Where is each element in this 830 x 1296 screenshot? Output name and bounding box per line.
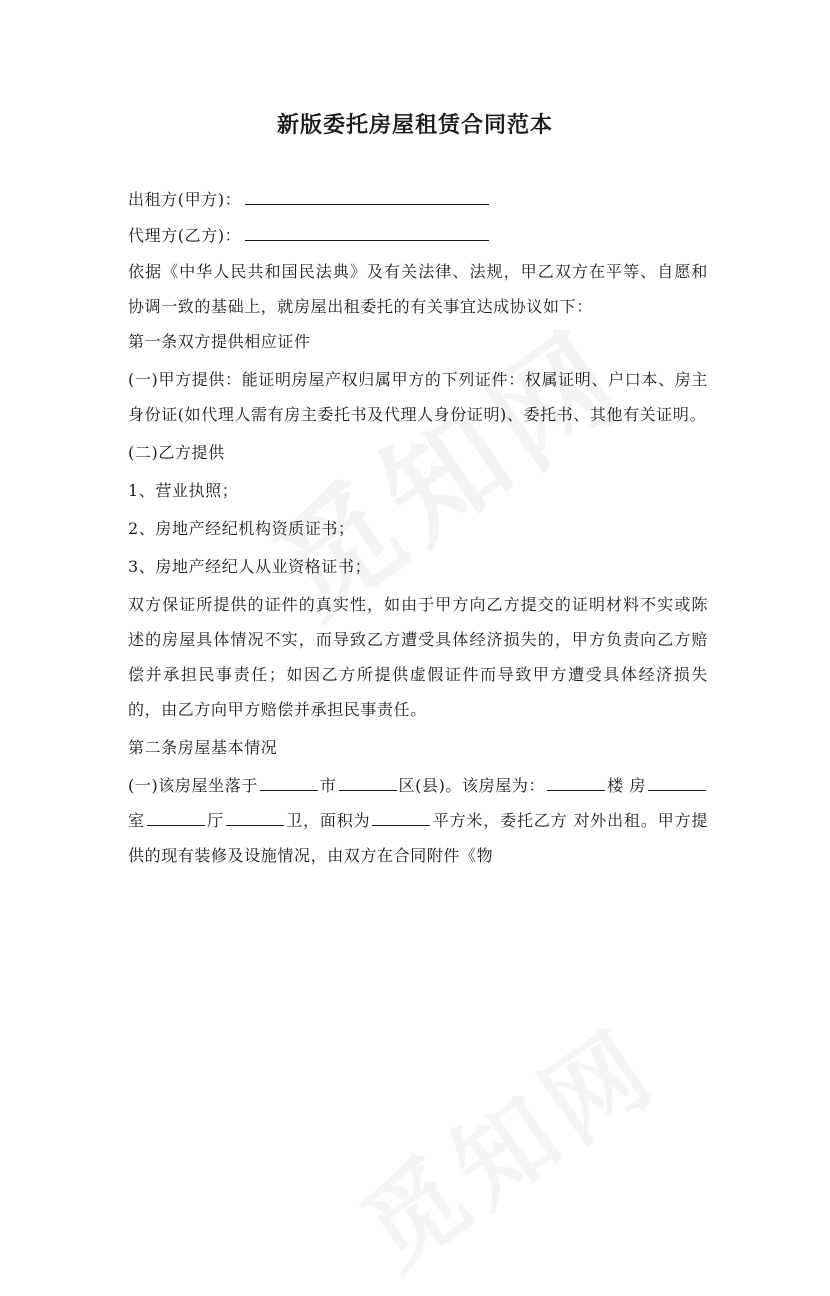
halls-blank <box>147 806 205 826</box>
bathrooms-blank <box>226 806 284 826</box>
text-fragment: 平方米，委托乙方 <box>432 811 568 830</box>
text-fragment: 房 <box>629 776 646 795</box>
text-fragment: 区(县)。该房屋为： <box>398 776 546 795</box>
document-title: 新版委托房屋租赁合同范本 <box>276 112 553 138</box>
document-body <box>128 182 708 873</box>
text-fragment: (一)该房屋坐落于 <box>128 776 258 795</box>
district-blank <box>339 771 397 791</box>
rooms-blank <box>648 771 706 791</box>
area-blank <box>372 806 430 826</box>
watermark <box>329 988 682 1295</box>
text-fragment: 厅 <box>206 811 224 830</box>
article1-item2: (二)乙方提供 <box>128 443 225 462</box>
article2-item1 <box>128 768 708 873</box>
lessor-label: 出租方(甲方)： <box>128 190 242 209</box>
lessor-line <box>128 182 708 217</box>
agent-label: 代理方(乙方)： <box>128 226 242 245</box>
article1-sub2: 2、房地产经纪机构资质证书； <box>128 519 355 538</box>
text-fragment: 卫，面积为 <box>285 811 371 830</box>
lessor-blank <box>245 185 489 205</box>
article1-heading: 第一条双方提供相应证件 <box>128 332 311 351</box>
text-fragment: 楼 <box>607 776 624 795</box>
text-fragment: 对外出租。甲方提供的现有装修及设施情况，由双方在合同附件《物 <box>128 811 708 865</box>
agent-line <box>128 218 708 253</box>
agent-blank <box>245 221 489 241</box>
article1-item1: (一)甲方提供：能证明房屋产权归属甲方的下列证件：权属证明、户口本、房主身份证(如代理人需有房主委托书及代理人身份证明)、委托书、其他有关证明。 <box>128 370 708 424</box>
article1-guarantee: 双方保证所提供的证件的真实性，如由于甲方向乙方提交的证明材料不实或陈述的房屋具体情况不实，而导致乙方遭受具体经济损失的，甲方负责向乙方赔偿并承担民事责任；如因乙方所提供虚假证件而导致甲方遭受具体经济损失的，由乙方向甲方赔偿并承担民事责任。 <box>128 595 708 719</box>
article1-sub1: 1、营业执照； <box>128 481 239 500</box>
building-type-blank <box>547 771 605 791</box>
article2-heading: 第二条房屋基本情况 <box>128 738 278 757</box>
city-blank <box>260 771 318 791</box>
text-fragment: 市 <box>319 776 337 795</box>
text-fragment: 室 <box>128 811 145 830</box>
intro-paragraph: 依据《中华人民共和国民法典》及有关法律、法规，甲乙双方在平等、自愿和协调一致的基础上，就房屋出租委托的有关事宜达成协议如下： <box>128 262 708 316</box>
article1-sub3: 3、房地产经纪人从业资格证书； <box>128 557 372 576</box>
